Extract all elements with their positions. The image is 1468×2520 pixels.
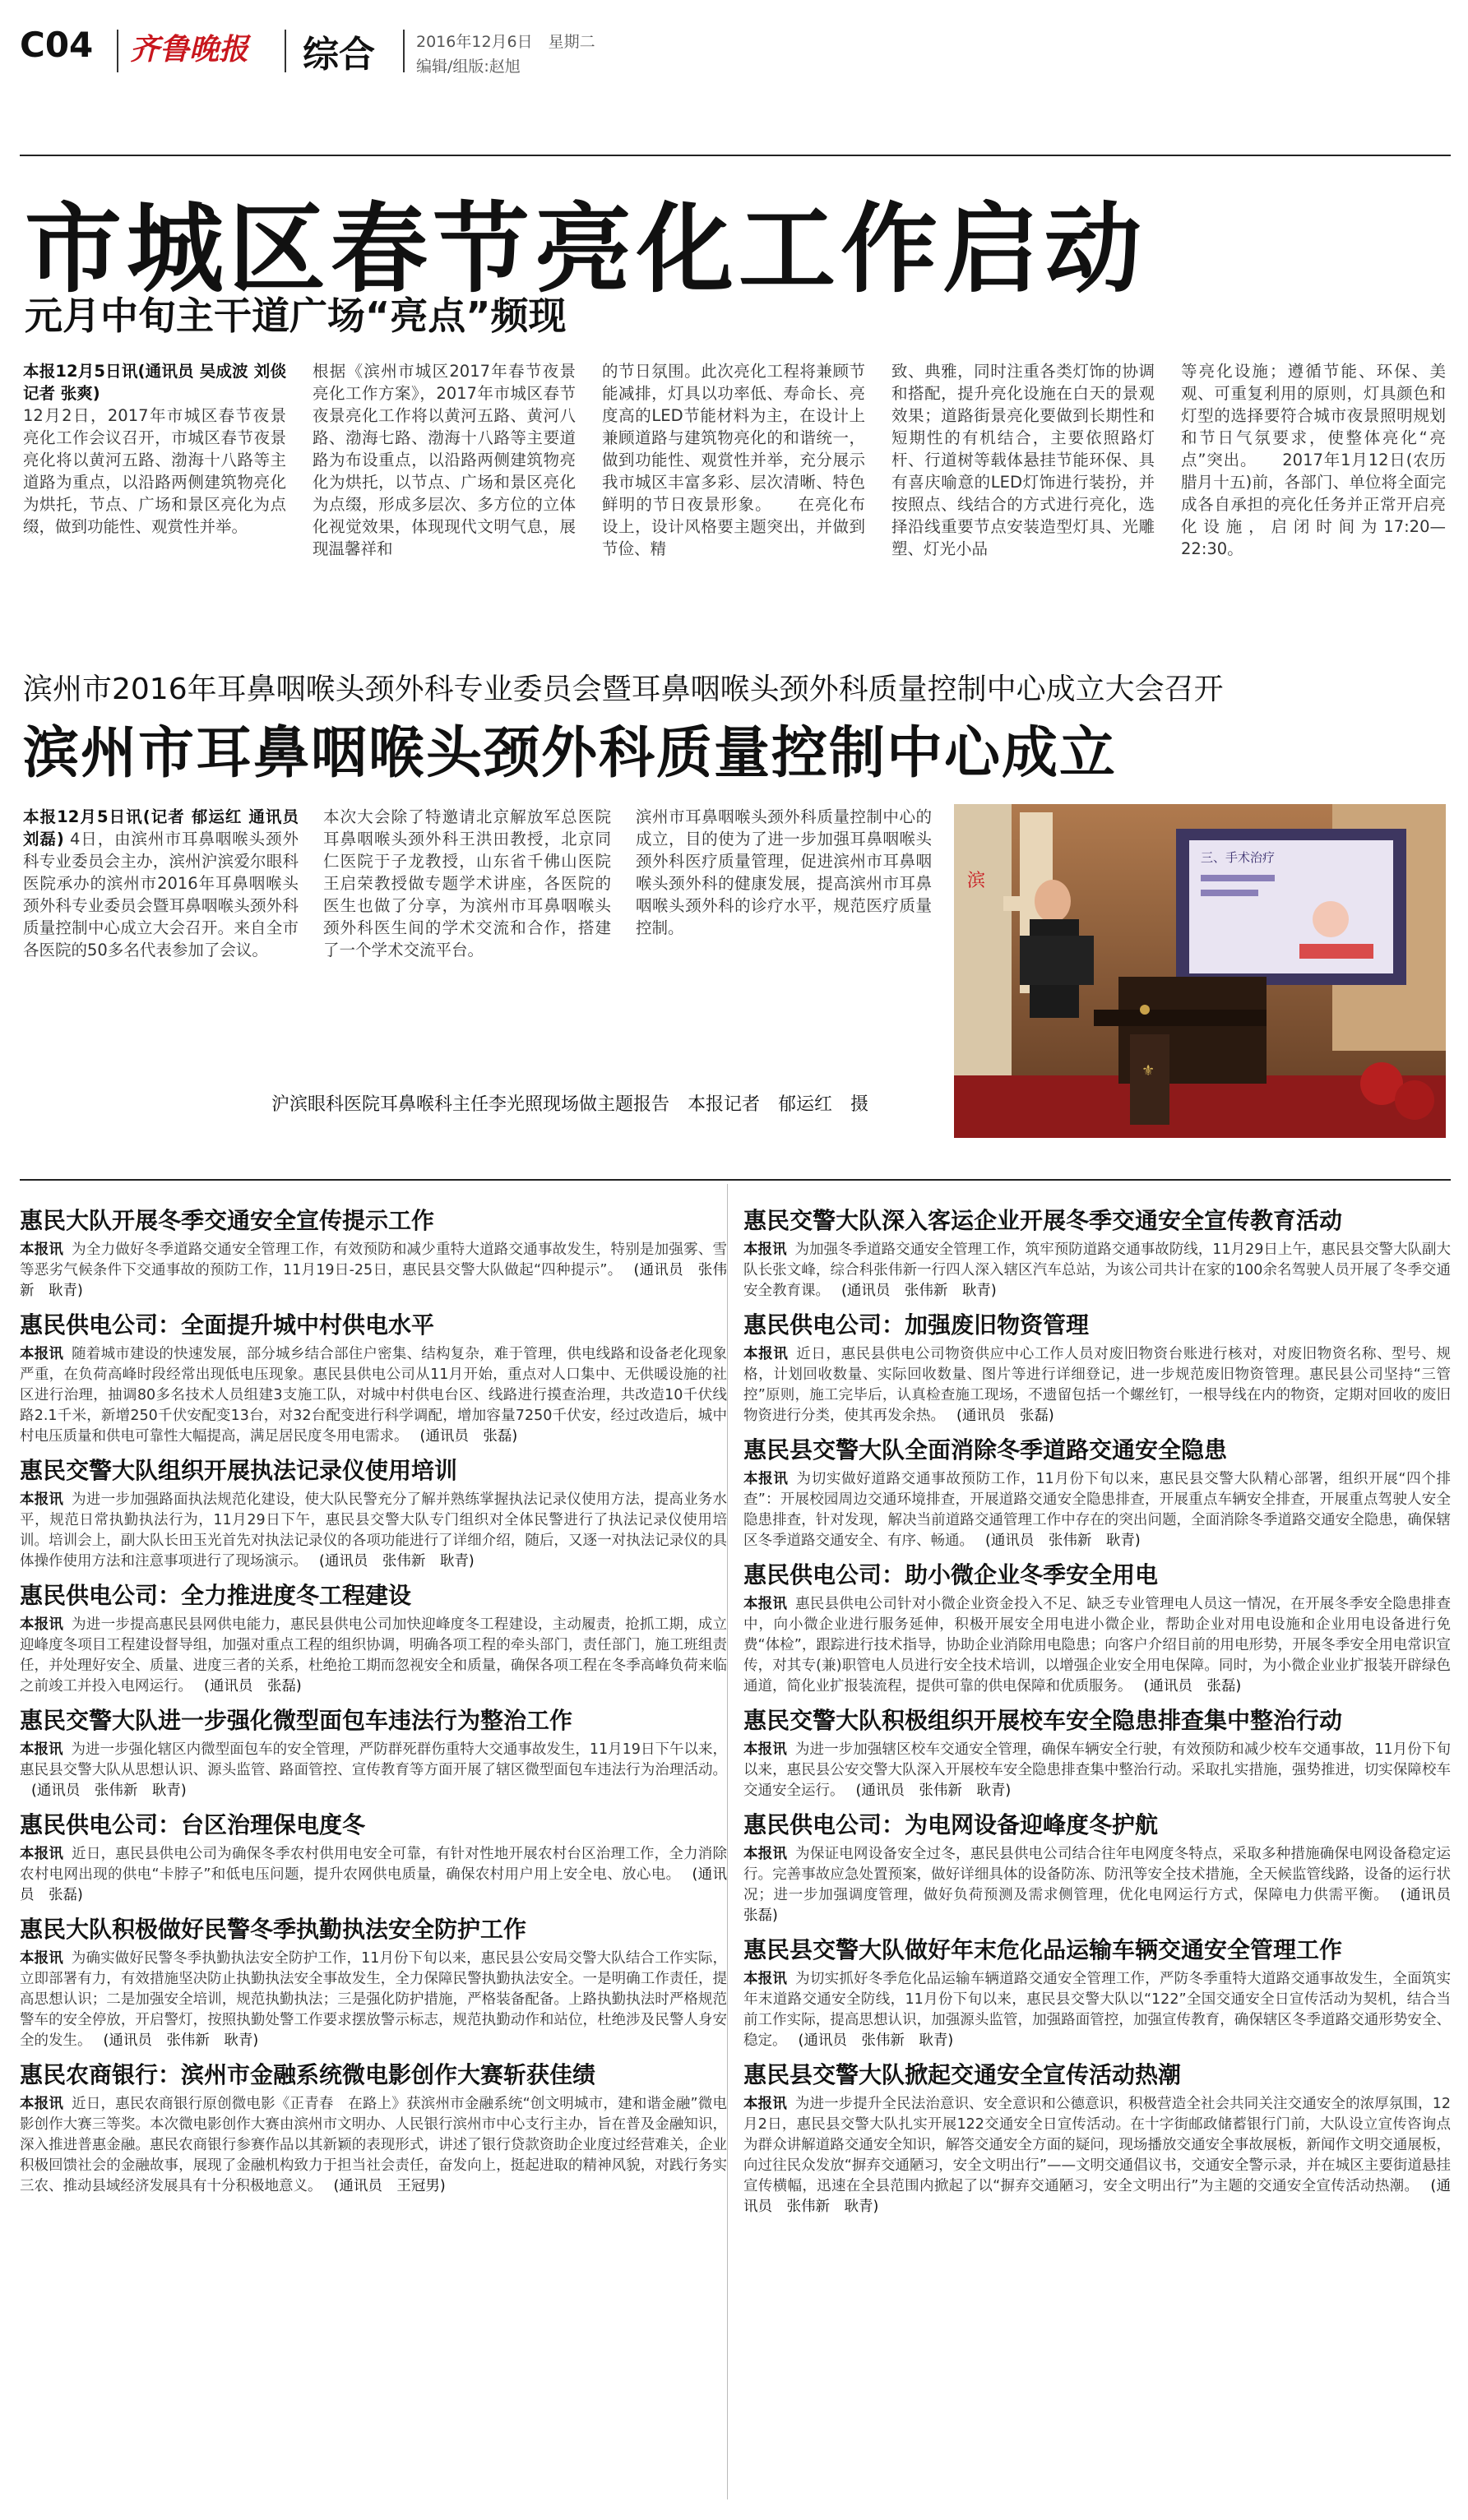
brief-item	[20, 2060, 727, 2197]
brief-lead: 本报讯	[743, 1471, 789, 1487]
brief-credit: (通讯员 张伟新 耿青)	[20, 1262, 728, 1299]
brief-credit: (通讯员 张伟新 耿青)	[31, 1782, 187, 1799]
brief-text: 为进一步加强辖区校车交通安全管理，确保车辆安全行驶，有效预防和减少校车交通事故，11月份下旬以来，惠民县公安交警大队深入开展校车安全隐患排查集中整治行动。采取扎实措施，强势推进，切实保障校车交通安全运行。	[743, 1741, 1452, 1799]
brief-title: 惠民交警大队组织开展执法记录仪使用培训	[20, 1457, 458, 1484]
brief-item	[20, 1455, 727, 1572]
page-code: C04	[20, 25, 94, 65]
brief-body	[743, 1469, 1451, 1551]
brief-item	[20, 1705, 727, 1801]
brief-lead: 本报讯	[743, 1846, 788, 1862]
story2-kicker: 滨州市2016年耳鼻咽喉头颈外科专业委员会暨耳鼻咽喉头颈外科质量控制中心成立大会召开	[23, 673, 1224, 706]
svg-text:⚜: ⚜	[1142, 1062, 1155, 1080]
conference-photo-illustration	[954, 804, 1446, 1138]
slide-title: 三、手术治疗	[1201, 850, 1276, 865]
brief-item	[743, 1560, 1451, 1697]
brief-title: 惠民县交警大队掀起交通安全宣传活动热潮	[743, 2061, 1182, 2088]
brief-lead: 本报讯	[20, 1846, 64, 1862]
story1-column-2: 根据《滨州市城区2017年春节夜景亮化工作方案》，2017年市城区春节夜景亮化工作将以黄河五路、黄河八路、渤海七路、渤海十八路等主要道路为布设重点，以沿路两侧建筑物亮化为烘托，以节点、广场和景区亮化为点缀，形成多层次、多方位的立体化视觉效果，体现现代文明气息，展现温馨祥和	[313, 362, 576, 558]
brief-item	[20, 1310, 727, 1447]
brief-title: 惠民大队开展冬季交通安全宣传提示工作	[20, 1207, 435, 1234]
story2-column-1	[23, 806, 299, 961]
brief-lead: 本报讯	[20, 1346, 64, 1362]
briefs-right-column	[743, 1205, 1466, 2226]
brief-credit: (通讯员 张磊)	[419, 1428, 518, 1445]
conference-photo	[954, 804, 1446, 1138]
brief-item	[20, 1580, 727, 1697]
brief-lead: 本报讯	[20, 2096, 64, 2112]
story2-headline: 滨州市耳鼻咽喉头颈外科质量控制中心成立	[23, 721, 1118, 786]
brief-item	[743, 1310, 1451, 1426]
editor-credit: 编辑/组版:赵旭	[416, 58, 521, 76]
photo-caption: 沪滨眼科医院耳鼻喉科主任李光照现场做主题报告 本报记者 郁运红 摄	[271, 1094, 869, 1115]
brief-text: 近日，惠民县供电公司为确保冬季农村供用电安全可靠，有针对性地开展农村台区治理工作，全力消除农村电网出现的供电“卡脖子”和低电压问题，提升农网供电质量，确保农村用户用上安全电、放心电。	[20, 1846, 727, 1883]
brief-body	[20, 1740, 727, 1801]
story2-column-2: 本次大会除了特邀请北京解放军总医院耳鼻咽喉头颈外科王洪田教授，北京同仁医院于子龙教授，山东省千佛山医院王启荣教授做专题学术讲座，各医院的医生也做了分享，为滨州市耳鼻咽喉头颈外科医生间的学术交流和合作，搭建了一个学术交流平台。	[323, 807, 611, 959]
brief-text: 近日，惠民县供电公司物资供应中心工作人员对废旧物资台账进行核对，对废旧物资名称、型号、规格，计划回收数量、实际回收数量、图片等进行详细登记，进一步规范废旧物资管理。惠民县公司坚持“三管控”原则，施工完毕后，认真检查施工现场，不遗留包括一个螺丝钉，一根导线在内的物资，定期对回收的废旧物资进行分类，使其再发余热。	[743, 1346, 1452, 1424]
brief-credit: (通讯员 张伟新 耿青)	[319, 1553, 475, 1570]
story1-headline: 市城区春节亮化工作启动	[25, 192, 1147, 306]
brief-text: 为切实做好道路交通事故预防工作，11月份下旬以来，惠民县交警大队精心部署，组织开展“四个排查”：开展校园周边交通环境排查，开展道路交通安全隐患排查，开展重点车辆安全排查，开展重点驾驶人安全隐患排查，针对发现，解决当前道路交通管理工作中存在的突出问题，全面消除冬季道路交通安全隐患，确保辖区冬季道路交通安全、有序、畅通。	[743, 1471, 1452, 1549]
brief-credit: (通讯员 王冠男)	[333, 2178, 446, 2194]
brief-item	[20, 1810, 727, 1906]
brief-body	[743, 1740, 1451, 1801]
brief-title: 惠民大队积极做好民警冬季执勤执法安全防护工作	[20, 1916, 527, 1943]
brief-title: 惠民供电公司：全面提升城中村供电水平	[20, 1311, 435, 1339]
brief-text: 为确实做好民警冬季执勤执法安全防护工作，11月份下旬以来，惠民县公安局交警大队结合工作实际，立即部署有力，有效措施坚决防止执勤执法安全事故发生，全力保障民警执勤执法安全。一是明确工作责任，提高思想认识；二是加强安全培训，规范执勤执法；三是强化防护措施，严格装备配备。上路执勤执法时严格规范警车的安全停放，开启警灯，按照执勤处警工作要求摆放警示标志，规范执勤动作和站位，杜绝涉及民警人身安全的发生。	[20, 1950, 728, 2049]
brief-text: 为加强冬季道路交通安全管理工作，筑牢预防道路交通事故防线，11月29日上午，惠民县交警大队副大队长张文峰，综合科张伟新一行四人深入辖区汽车总站，为该公司共计在家的100余名驾驶人员开展了冬季交通安全教育课。	[743, 1242, 1451, 1299]
brief-item	[743, 1205, 1451, 1302]
brief-text: 随着城市建设的快速发展，部分城乡结合部住户密集、结构复杂，难于管理，供电线路和设备老化现象严重，在负荷高峰时段经常出现低电压现象。惠民县供电公司从11月开始，重点对人口集中、无供暖设施的社区进行治理，抽调80多名技术人员组建3支施工队，对城中村供电台区、线路进行摸查治理，共改造10千伏线路2.1千米，新增250千伏安配变13台，对32台配变进行科学调配，增加容量7250千伏安，经过改造后，城中村电压质量和供电可靠性大幅提高，满足居民度冬用电需求。	[20, 1346, 727, 1445]
brief-body	[20, 1490, 727, 1572]
section-name: 综合	[303, 34, 375, 76]
brief-item	[743, 1435, 1451, 1551]
story1-byline: 本报12月5日讯(通讯员 吴成波 刘倓 记者 张爽)	[23, 362, 286, 403]
brief-item	[743, 1935, 1451, 2051]
story2-column-3: 滨州市耳鼻咽喉头颈外科质量控制中心的成立，目的使为了进一步加强耳鼻咽喉头颈外科医疗质量管理，促进滨州市耳鼻咽喉头颈外科的健康发展，提高滨州市耳鼻咽喉头颈外科的诊疗水平，规范医疗质量控制。	[636, 807, 932, 937]
brief-body	[743, 1594, 1451, 1697]
column-divider	[727, 1184, 728, 2499]
brief-body	[743, 1240, 1451, 1302]
brief-item	[743, 1705, 1451, 1801]
brief-lead: 本报讯	[20, 1950, 63, 1967]
brief-credit: (通讯员 张磊)	[743, 1887, 1466, 1924]
brief-lead: 本报讯	[20, 1741, 63, 1758]
section-rule	[20, 1179, 1451, 1181]
brief-credit: (通讯员 张磊)	[956, 1408, 1054, 1424]
brief-body	[743, 1844, 1466, 1926]
brief-text: 为进一步提高惠民县网供电能力，惠民县供电公司加快迎峰度冬工程建设，主动履责，抢抓工期，成立迎峰度冬项目工程建设督导组，加强对重点工程的组织协调，明确各项工程的牵头部门，责任部门，施工班组责任，并处理好安全、质量、进度三者的关系，杜绝抢工期而忽视安全和质量，确保各项工程在冬季高峰负荷来临之前竣工并投入电网运行。	[20, 1616, 727, 1695]
brief-credit: (通讯员 张伟新 耿青)	[743, 2178, 1451, 2215]
story2-byline: 本报12月5日讯(记者 郁运红 通讯员 刘磊)	[23, 807, 299, 848]
brief-lead: 本报讯	[20, 1491, 64, 1508]
brief-credit: (通讯员 张伟新 耿青)	[985, 1533, 1141, 1549]
brief-body	[20, 1844, 727, 1906]
brief-credit: (通讯员 张伟新 耿青)	[855, 1782, 1012, 1799]
brief-text: 为进一步加强路面执法规范化建设，使大队民警充分了解并熟练掌握执法记录仪使用方法，提高业务水平，规范日常执勤执法行为，11月29日下午，惠民县交警大队专门组织对全体民警进行了执法记录仪使用培训。培训会上，副大队长田玉光首先对执法记录仪的各项功能进行了详细介绍，随后，又逐一对执法记录仪的具体操作使用方法和注意事项进行了现场演示。	[20, 1491, 727, 1570]
brief-text: 为切实抓好冬季危化品运输车辆道路交通安全管理工作，严防冬季重特大道路交通事故发生，全面筑实年末道路交通安全防线，11月份下旬以来，惠民县交警大队以“122”全国交通安全日宣传活动为契机，结合当前工作实际，提高思想认识，加强源头监管，加强路面管控，加强宣传教育，确保辖区冬季道路交通形势安全、稳定。	[743, 1971, 1451, 2049]
brief-credit: (通讯员 张磊)	[1143, 1678, 1242, 1695]
newspaper-logo: 齐鲁晚报	[130, 32, 249, 67]
brief-title: 惠民农商银行：滨州市金融系统微电影创作大赛斩获佳绩	[20, 2061, 596, 2088]
brief-body	[20, 1949, 727, 2051]
brief-text: 为全力做好冬季道路交通安全管理工作，有效预防和减少重特大道路交通事故发生，特别是加强雾、雪等恶劣气候条件下交通事故的预防工作，11月19日-25日，惠民县交警大队做起“四种提示”。	[20, 1242, 727, 1278]
story1-column-5: 等亮化设施；遵循节能、环保、美观、可重复利用的原则，灯具颜色和灯型的选择要符合城市夜景照明规划和节日气氛要求，使整体亮化“亮点”突出。 2017年1月12日(农历腊月十五)前，各部门、单位将全面完成各自承担的亮化任务并正常开启亮化设施，启闭时间为17:20—22:30。	[1181, 362, 1446, 558]
brief-title: 惠民交警大队积极组织开展校车安全隐患排查集中整治行动	[743, 1707, 1343, 1734]
story2-col1-text: 4日，由滨州市耳鼻咽喉头颈外科专业委员会主办，滨州沪滨爱尔眼科医院承办的滨州市2016年耳鼻咽喉头颈外科专业委员会暨耳鼻咽喉头颈外科质量控制中心成立大会召开。来自全市各医院的50多名代表参加了会议。	[23, 830, 299, 959]
story1-column-3: 的节日氛围。此次亮化工程将兼顾节能减排，灯具以功率低、寿命长、亮度高的LED节能材料为主，在设计上兼顾道路与建筑物亮化的和谐统一，做到功能性、观赏性并举，充分展示我市城区丰富多彩、层次清晰、特色鲜明的节日夜景形象。 在亮化布设上，设计风格要主题突出，并做到节俭、精	[602, 362, 865, 558]
brief-body	[20, 2094, 727, 2197]
story1-subhead: 元月中旬主干道广场“亮点”频现	[25, 294, 567, 338]
brief-text: 为进一步提升全民法治意识、安全意识和公德意识，积极营造全社会共同关注交通安全的浓厚氛围，12月2日，惠民县交警大队扎实开展122交通安全日宣传活动。在十字街邮政储蓄银行门前，大队设立宣传咨询点为群众讲解道路交通安全知识，解答交通安全方面的疑问，现场播放交通安全事故展板，新闻作文明交通展板，向过往民众发放“摒弃交通陋习，安全文明出行”——文明交通倡议书，交通安全警示录，并在城区主要街道悬挂宣传横幅，迅速在全县范围内掀起了以“摒弃交通陋习，安全文明出行”为主题的交通安全宣传活动热潮。	[743, 2096, 1452, 2194]
brief-credit: (通讯员 张伟新 耿青)	[798, 2032, 954, 2049]
brief-title: 惠民供电公司：全力推进度冬工程建设	[20, 1582, 412, 1609]
brief-lead: 本报讯	[743, 1242, 787, 1258]
brief-lead: 本报讯	[20, 1242, 64, 1258]
brief-lead: 本报讯	[743, 1596, 788, 1612]
issue-date: 2016年12月6日 星期二	[416, 33, 595, 51]
header-divider	[117, 30, 118, 72]
brief-item	[20, 1914, 727, 2051]
header-divider	[403, 30, 405, 72]
brief-credit: (通讯员 张磊)	[204, 1678, 302, 1695]
brief-item	[743, 1810, 1466, 1926]
brief-title: 惠民县交警大队全面消除冬季道路交通安全隐患	[743, 1436, 1228, 1463]
brief-text: 为进一步强化辖区内微型面包车的安全管理，严防群死群伤重特大交通事故发生，11月19日下午以来，惠民县交警大队从思想认识、源头监管、路面管控、宣传教育等方面开展了辖区微型面包车违法行为治理活动。	[20, 1741, 727, 1778]
header-rule	[20, 155, 1451, 156]
brief-credit: (通讯员 张伟新 耿青)	[841, 1283, 997, 1299]
brief-text: 惠民县供电公司针对小微企业资金投入不足、缺乏专业管理电人员这一情况，在开展冬季安全隐患排查中，向小微企业进行服务延伸，积极开展安全用电进小微企业，帮助企业对用电设施和企业用电设备进行免费“体检”，跟踪进行技术指导，协助企业消除用电隐患；向客户介绍目前的用电形势，开展冬季安全用电常识宣传，对其专(兼)职管电人员进行安全技术培训，以增强企业安全用电保障。同时，为小微企业业扩报装开辟绿色通道，简化业扩报装流程，提供可靠的供电保障和优质服务。	[743, 1596, 1451, 1695]
brief-lead: 本报讯	[20, 1616, 64, 1633]
brief-body	[20, 1344, 727, 1447]
brief-lead: 本报讯	[743, 1971, 788, 1987]
brief-body	[743, 1969, 1451, 2051]
story1-column-4: 致、典雅，同时注重各类灯饰的协调和搭配，提升亮化设施在白天的景观效果；道路街景亮化要做到长期性和短期性的有机结合，主要依照路灯杆、行道树等载体悬挂节能环保、具有喜庆喻意的LED灯饰进行装扮，并按照点、线结合的方式进行亮化，选择沿线重要节点安装造型灯具、光雕塑、灯光小品	[891, 362, 1155, 558]
brief-item	[743, 2060, 1451, 2217]
brief-title: 惠民供电公司：加强废旧物资管理	[743, 1311, 1090, 1339]
brief-lead: 本报讯	[743, 1346, 789, 1362]
brief-text: 近日，惠民农商银行原创微电影《正青春 在路上》获滨州市金融系统“创文明城市，建和谐金融”微电影创作大赛三等奖。本次微电影创作大赛由滨州市文明办、人民银行滨州市中心支行主办，旨在普及金融知识，深入推进普惠金融。惠民农商银行参赛作品以其新颖的表现形式，讲述了银行贷款资助企业度过经营难关，企业积极回馈社会的金融故事，展现了金融机构致力于担当社会责任，奋发向上，挺起进取的精神风貌，对践行务实三农、推动县域经济发展具有十分积极地意义。	[20, 2096, 727, 2194]
brief-title: 惠民交警大队进一步强化微型面包车违法行为整治工作	[20, 1707, 573, 1734]
brief-body	[743, 1344, 1451, 1426]
story1-col1-text: 12月2日，2017年市城区春节夜景亮化工作会议召开，市城区春节夜景亮化将以黄河五路、渤海十八路等主道路为重点，以沿路两侧建筑物亮化为烘托，节点、广场和景区亮化为点缀，做到功能性、观赏性并举。	[23, 406, 286, 536]
brief-item	[20, 1205, 727, 1302]
brief-lead: 本报讯	[743, 2096, 787, 2112]
header-divider	[285, 30, 286, 72]
banner-char: 滨	[967, 871, 986, 891]
brief-credit: (通讯员 张伟新 耿青)	[103, 2032, 259, 2049]
brief-lead: 本报讯	[743, 1741, 787, 1758]
brief-title: 惠民交警大队深入客运企业开展冬季交通安全宣传教育活动	[743, 1207, 1343, 1234]
brief-body	[20, 1615, 727, 1697]
brief-title: 惠民县交警大队做好年末危化品运输车辆交通安全管理工作	[743, 1936, 1343, 1963]
briefs-left-column	[20, 1205, 727, 2205]
brief-title: 惠民供电公司：助小微企业冬季安全用电	[743, 1561, 1159, 1588]
brief-body	[743, 2094, 1451, 2217]
story1-column-1	[23, 360, 286, 538]
brief-body	[20, 1240, 727, 1302]
page-header	[20, 18, 1451, 76]
brief-title: 惠民供电公司：台区治理保电度冬	[20, 1811, 366, 1838]
brief-text: 为保证电网设备安全过冬，惠民县供电公司结合往年电网度冬特点，采取多种措施确保电网设备稳定运行。完善事故应急处置预案，做好详细具体的设备防冻、防汛等安全技术措施，全天候监管线路，设备的运行状况；进一步加强调度管理，做好负荷预测及需求侧管理，优化电网运行方式，保障电力供需平衡。	[743, 1846, 1451, 1903]
brief-title: 惠民供电公司：为电网设备迎峰度冬护航	[743, 1811, 1159, 1838]
brief-credit: (通讯员 张磊)	[20, 1866, 727, 1903]
